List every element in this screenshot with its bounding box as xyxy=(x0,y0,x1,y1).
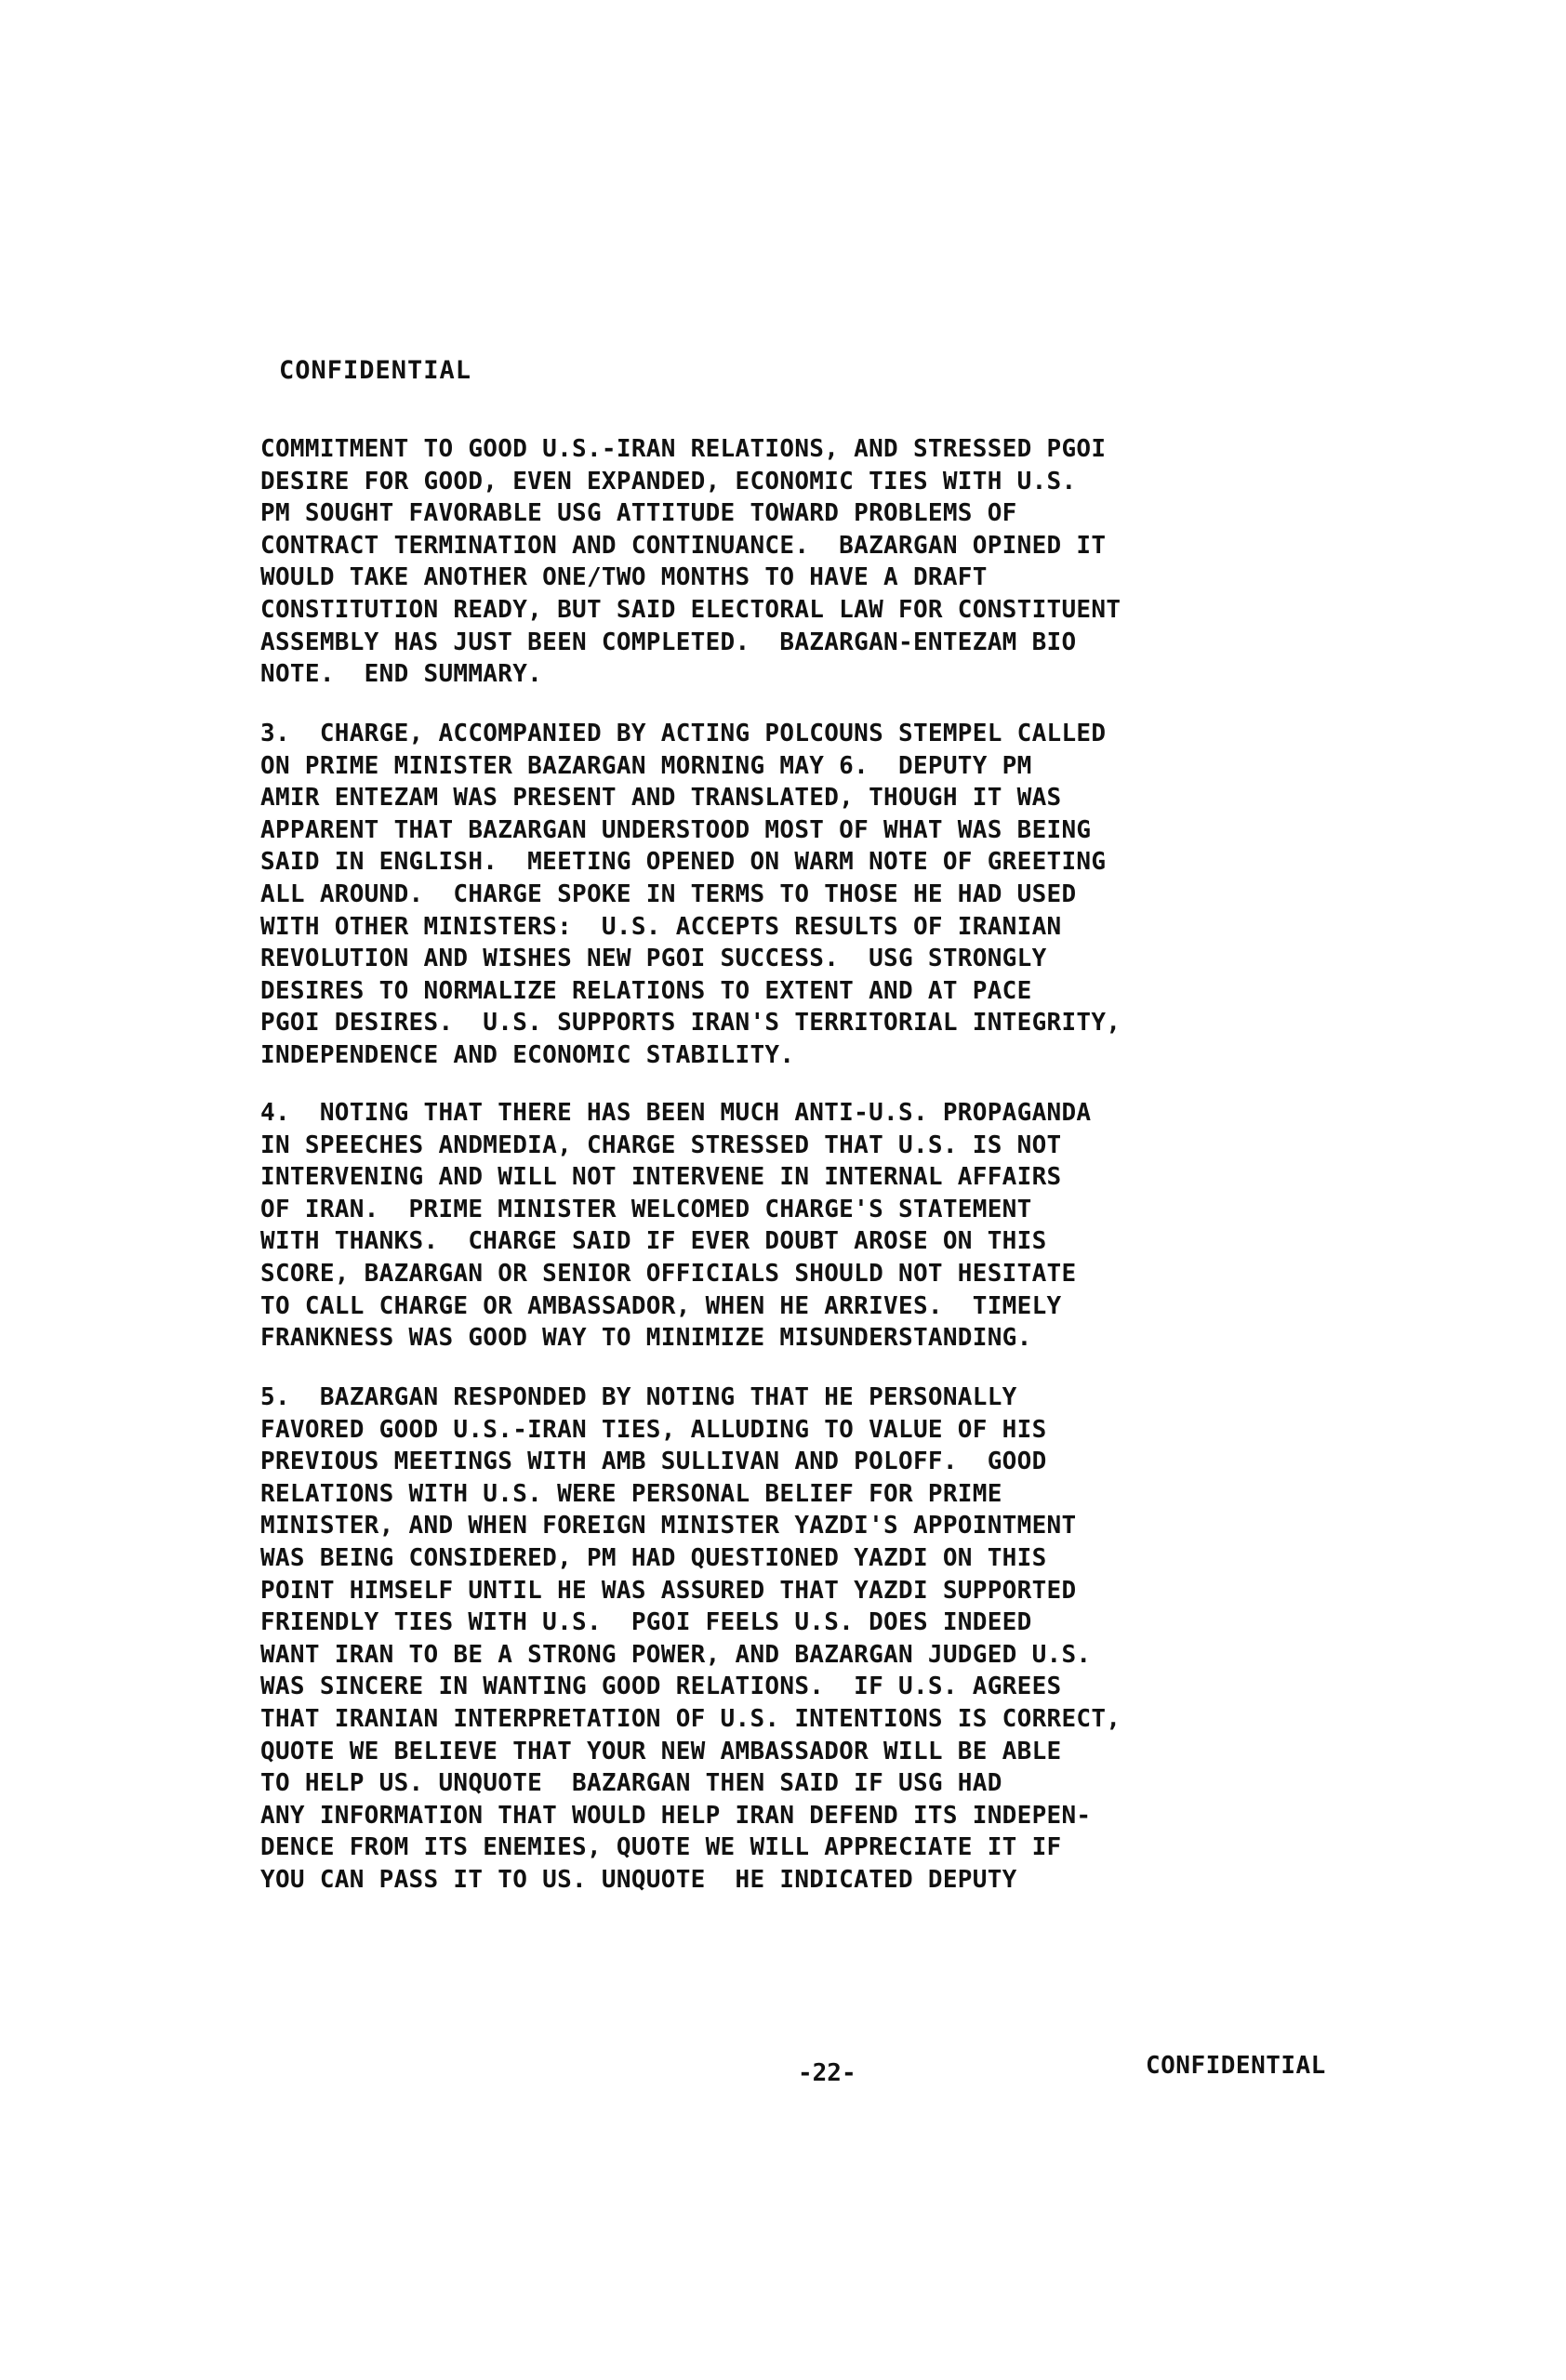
text-line: 4. NOTING THAT THERE HAS BEEN MUCH ANTI-U.S. PROPAGANDA xyxy=(260,1099,1092,1127)
text-line: 5. BAZARGAN RESPONDED BY NOTING THAT HE PERSONALLY xyxy=(260,1383,1017,1411)
text-line: RELATIONS WITH U.S. WERE PERSONAL BELIEF FOR PRIME xyxy=(260,1479,1002,1508)
text-line: ALL AROUND. CHARGE SPOKE IN TERMS TO THOSE HE HAD USED xyxy=(260,879,1077,908)
text-line: FAVORED GOOD U.S.-IRAN TIES, ALLUDING TO VALUE OF HIS xyxy=(260,1415,1047,1444)
text-line: INDEPENDENCE AND ECONOMIC STABILITY. xyxy=(260,1040,795,1069)
text-line: WAS BEING CONSIDERED, PM HAD QUESTIONED YAZDI ON THIS xyxy=(260,1543,1047,1572)
text-line: DENCE FROM ITS ENEMIES, QUOTE WE WILL APPRECIATE IT IF xyxy=(260,1833,1062,1862)
classification-header: CONFIDENTIAL xyxy=(279,356,472,385)
text-line: TO HELP US. UNQUOTE BAZARGAN THEN SAID IF USG HAD xyxy=(260,1769,1002,1798)
text-line: REVOLUTION AND WISHES NEW PGOI SUCCESS. USG STRONGLY xyxy=(260,945,1047,973)
text-line: SCORE, BAZARGAN OR SENIOR OFFICIALS SHOULD NOT HESITATE xyxy=(260,1259,1077,1288)
text-line: NOTE. END SUMMARY. xyxy=(260,660,543,689)
text-line: WOULD TAKE ANOTHER ONE/TWO MONTHS TO HAVE A DRAFT xyxy=(260,563,988,592)
classification-footer: CONFIDENTIAL xyxy=(1146,2052,1326,2080)
text-line: CONTRACT TERMINATION AND CONTINUANCE. BAZARGAN OPINED IT xyxy=(260,531,1107,560)
text-line: DESIRE FOR GOOD, EVEN EXPANDED, ECONOMIC TIES WITH U.S. xyxy=(260,467,1077,496)
text-line: PGOI DESIRES. U.S. SUPPORTS IRAN'S TERRITORIAL INTEGRITY, xyxy=(260,1009,1121,1038)
text-line: THAT IRANIAN INTERPRETATION OF U.S. INTENTIONS IS CORRECT, xyxy=(260,1704,1121,1733)
text-line: PREVIOUS MEETINGS WITH AMB SULLIVAN AND POLOFF. GOOD xyxy=(260,1448,1047,1476)
text-line: DESIRES TO NORMALIZE RELATIONS TO EXTENT AND AT PACE xyxy=(260,976,1032,1005)
text-line: YOU CAN PASS IT TO US. UNQUOTE HE INDICATED DEPUTY xyxy=(260,1865,1017,1894)
text-line: FRANKNESS WAS GOOD WAY TO MINIMIZE MISUNDERSTANDING. xyxy=(260,1324,1032,1353)
text-line: 3. CHARGE, ACCOMPANIED BY ACTING POLCOUNS STEMPEL CALLED xyxy=(260,720,1107,747)
text-line: OF IRAN. PRIME MINISTER WELCOMED CHARGE'S STATEMENT xyxy=(260,1195,1032,1223)
text-line: AMIR ENTEZAM WAS PRESENT AND TRANSLATED, THOUGH IT WAS xyxy=(260,784,1062,813)
text-line: IN SPEECHES ANDMEDIA, CHARGE STRESSED THAT U.S. IS NOT xyxy=(260,1130,1062,1159)
text-line: WITH OTHER MINISTERS: U.S. ACCEPTS RESULTS OF IRANIAN xyxy=(260,912,1062,941)
text-line: CONSTITUTION READY, BUT SAID ELECTORAL LAW FOR CONSTITUENT xyxy=(260,595,1121,624)
text-line: APPARENT THAT BAZARGAN UNDERSTOOD MOST OF WHAT WAS BEING xyxy=(260,815,1092,844)
text-line: WAS SINCERE IN WANTING GOOD RELATIONS. IF U.S. AGREES xyxy=(260,1673,1062,1701)
text-line: SAID IN ENGLISH. MEETING OPENED ON WARM NOTE OF GREETING xyxy=(260,848,1107,877)
paragraph-3 xyxy=(260,718,1121,1072)
text-line: MINISTER, AND WHEN FOREIGN MINISTER YAZDI'S APPOINTMENT xyxy=(260,1512,1077,1540)
text-line: INTERVENING AND WILL NOT INTERVENE IN INTERNAL AFFAIRS xyxy=(260,1163,1062,1192)
text-line: ANY INFORMATION THAT WOULD HELP IRAN DEFEND ITS INDEPEN- xyxy=(260,1801,1092,1830)
text-line: POINT HIMSELF UNTIL HE WAS ASSURED THAT YAZDI SUPPORTED xyxy=(260,1576,1077,1605)
text-line: PM SOUGHT FAVORABLE USG ATTITUDE TOWARD PROBLEMS OF xyxy=(260,499,1017,528)
text-line: ASSEMBLY HAS JUST BEEN COMPLETED. BAZARGAN-ENTEZAM BIO xyxy=(260,628,1077,656)
text-line: WITH THANKS. CHARGE SAID IF EVER DOUBT AROSE ON THIS xyxy=(260,1227,1047,1256)
paragraph-continuation xyxy=(260,433,1121,691)
text-line: WANT IRAN TO BE A STRONG POWER, AND BAZARGAN JUDGED U.S. xyxy=(260,1640,1092,1669)
paragraph-4 xyxy=(260,1097,1091,1355)
text-line: COMMITMENT TO GOOD U.S.-IRAN RELATIONS, AND STRESSED PGOI xyxy=(260,435,1107,463)
text-line: TO CALL CHARGE OR AMBASSADOR, WHEN HE ARRIVES. TIMELY xyxy=(260,1291,1062,1320)
text-line: ON PRIME MINISTER BAZARGAN MORNING MAY 6. DEPUTY PM xyxy=(260,751,1032,780)
text-line: FRIENDLY TIES WITH U.S. PGOI FEELS U.S. DOES INDEED xyxy=(260,1608,1032,1637)
page-number: -22- xyxy=(798,2059,856,2087)
paragraph-5 xyxy=(260,1382,1121,1897)
text-line: QUOTE WE BELIEVE THAT YOUR NEW AMBASSADOR WILL BE ABLE xyxy=(260,1737,1062,1765)
